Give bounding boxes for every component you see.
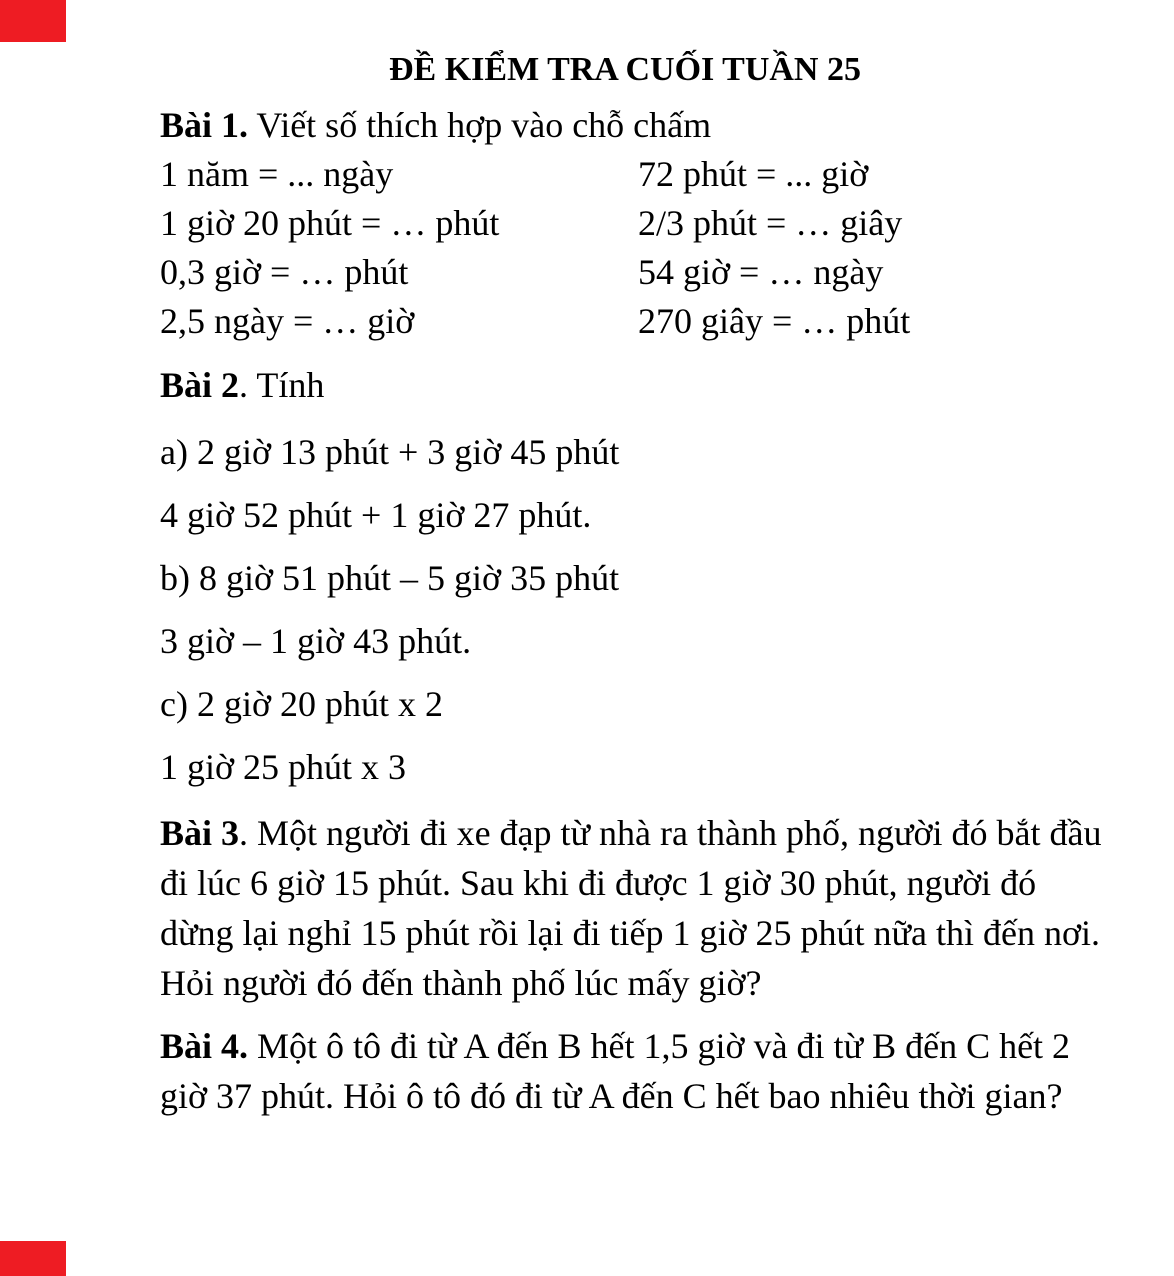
conversion-table: [160, 150, 1120, 346]
calculation-line: 3 giờ – 1 giờ 43 phút.: [160, 621, 472, 661]
exercise-3-text: . Một người đi xe đạp từ nhà ra thành phố, người đó bắt đầu đi lúc 6 giờ 15 phút. Sau khi đi được 1 giờ 30 phút, người đó dừng lại nghỉ 15 phút rồi lại đi tiếp 1 giờ 25 phút nữa thì đến nơi. Hỏi người đó đến thành phố lúc mấy giờ?: [160, 813, 1102, 1003]
conversion-cell: 0,3 giờ = … phút: [160, 252, 409, 292]
exercise-4-text: Một ô tô đi từ A đến B hết 1,5 giờ và đi từ B đến C hết 2 giờ 37 phút. Hỏi ô tô đó đi từ A đến C hết bao nhiêu thời gian?: [160, 1026, 1071, 1116]
exercise-2-heading-text: . Tính: [239, 365, 325, 405]
calculation-line: 4 giờ 52 phút + 1 giờ 27 phút.: [160, 495, 592, 535]
exercise-2-lines: [160, 428, 1120, 792]
conversion-cell: 2,5 ngày = … giờ: [160, 301, 415, 341]
calculation-line: c) 2 giờ 20 phút x 2: [160, 684, 444, 724]
calculation-line: a) 2 giờ 13 phút + 3 giờ 45 phút: [160, 432, 620, 472]
worksheet-content: [160, 48, 1120, 1121]
conversion-cell: 1 năm = ... ngày: [160, 154, 394, 194]
calculation-line: 1 giờ 25 phút x 3: [160, 747, 407, 787]
calculation-line: b) 8 giờ 51 phút – 5 giờ 35 phút: [160, 558, 620, 598]
redaction-mark-top-left: [0, 0, 66, 42]
exercise-1-heading-text: Viết số thích hợp vào chỗ chấm: [248, 105, 712, 145]
exercise-1-heading: [160, 100, 1120, 150]
exercise-2-heading: [160, 360, 1120, 410]
conversion-cell: 54 giờ = … ngày: [638, 252, 884, 292]
conversion-cell: 270 giây = … phút: [638, 301, 911, 341]
exercise-2-label: Bài 2: [160, 365, 240, 405]
exercise-4-paragraph: [160, 1021, 1118, 1121]
exercise-3-paragraph: [160, 808, 1118, 1008]
page-title: ĐỀ KIỂM TRA CUỐI TUẦN 25: [389, 51, 861, 88]
conversion-cell: 1 giờ 20 phút = … phút: [160, 203, 500, 243]
exercise-4-label: Bài 4.: [160, 1026, 249, 1066]
redaction-mark-bottom-left: [0, 1241, 66, 1276]
exercise-1-label: Bài 1.: [160, 105, 249, 145]
exercise-3-label: Bài 3: [160, 813, 240, 853]
conversion-cell: 72 phút = ... giờ: [638, 154, 869, 194]
conversion-cell: 2/3 phút = … giây: [638, 203, 903, 243]
